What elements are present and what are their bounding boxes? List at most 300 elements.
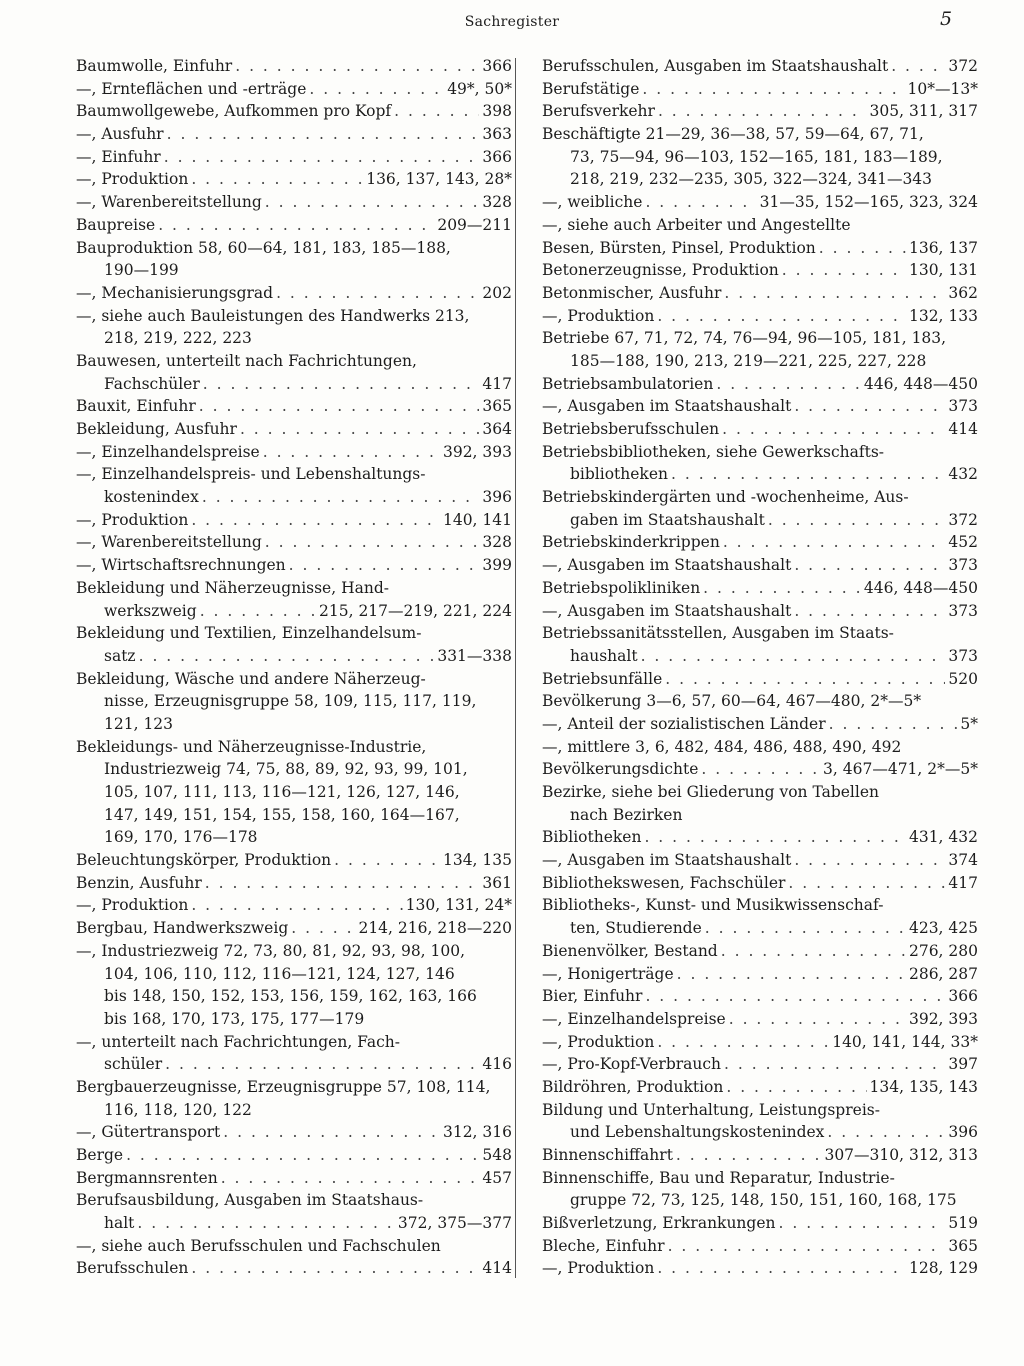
entry-page-numbers: 5* (960, 714, 978, 733)
entry-page-numbers: 136, 137, 143, 28* (366, 170, 512, 189)
dot-leader (158, 214, 434, 237)
index-entry (76, 350, 512, 395)
index-entry (542, 690, 978, 713)
index-entry (542, 894, 978, 939)
entry-line (542, 123, 978, 146)
dot-leader (235, 55, 479, 78)
entry-text: und Lebenshaltungskostenindex (570, 1123, 825, 1142)
entry-page-numbers: 373 (948, 397, 978, 416)
entry-text: Betriebspolikliniken (542, 578, 701, 597)
dot-leader (794, 554, 945, 577)
index-entry (76, 736, 512, 849)
dot-leader (703, 577, 861, 600)
entry-line (542, 781, 978, 804)
entry-line (76, 1144, 512, 1167)
entry-page-numbers: 548 (482, 1146, 512, 1164)
dot-leader (827, 1121, 945, 1144)
entry-text: —, Industriezweig 72, 73, 80, 81, 92, 93, 98, 100, (76, 941, 466, 960)
entry-line (542, 736, 978, 759)
entry-page-numbers: 414 (482, 1259, 512, 1278)
entry-line (542, 395, 978, 418)
entry-line (542, 622, 978, 645)
entry-text: gaben im Staatshaushalt (570, 510, 765, 529)
entry-line (542, 282, 978, 305)
entry-text: Bildröhren, Produktion (542, 1077, 724, 1096)
index-entry (542, 441, 978, 486)
entry-text: Betonerzeugnisse, Produktion (542, 261, 779, 280)
entry-line (542, 940, 978, 963)
entry-line (76, 509, 512, 532)
index-entry (76, 1144, 512, 1167)
entry-text: 218, 219, 222, 223 (104, 329, 252, 348)
entry-text: Berufsschulen, Ausgaben im Staatshaushalt (542, 57, 889, 75)
dot-leader (276, 282, 479, 305)
entry-text: Bekleidung, Ausfuhr (76, 420, 237, 438)
index-entry (542, 985, 978, 1008)
entry-line (76, 577, 512, 600)
entry-line (76, 1076, 512, 1099)
dot-leader (139, 645, 435, 668)
dot-leader (334, 849, 440, 872)
dot-leader (205, 872, 480, 895)
dot-leader (265, 191, 480, 214)
entry-page-numbers: 276, 280 (908, 941, 978, 960)
entry-line (542, 690, 978, 713)
entry-text: satz (104, 646, 136, 665)
entry-line (542, 1144, 978, 1167)
index-entry (542, 577, 978, 600)
index-entry (76, 1031, 512, 1076)
dot-leader (191, 1257, 479, 1280)
entry-text: —, Ausfuhr (76, 125, 164, 144)
entry-line (542, 1212, 978, 1235)
entry-text: Berufsverkehr (542, 102, 655, 121)
entry-continuation-line (76, 781, 512, 804)
entry-text: Baumwollgewebe, Aufkommen pro Kopf (76, 102, 392, 121)
dot-leader (191, 168, 363, 191)
entry-page-numbers: 134, 135, 143 (869, 1077, 978, 1096)
index-entry (76, 214, 512, 237)
index-entry (542, 600, 978, 623)
page-number: 5 (940, 8, 953, 30)
entry-page-numbers: 423, 425 (908, 919, 978, 938)
entry-page-numbers: 202 (482, 283, 512, 302)
entry-line (542, 486, 978, 509)
entry-text: haushalt (570, 646, 638, 665)
index-entry (542, 531, 978, 554)
entry-page-numbers: 414 (948, 420, 978, 438)
entry-text: Binnenschiffahrt (542, 1146, 673, 1164)
dot-leader (199, 395, 480, 418)
entry-text: —, Ausgaben im Staatshaushalt (542, 397, 792, 416)
dot-leader (721, 940, 906, 963)
entry-line (542, 758, 978, 781)
index-entry (542, 1212, 978, 1235)
entry-continuation-line (76, 259, 512, 282)
entry-text: —, unterteilt nach Fachrichtungen, Fach- (76, 1032, 401, 1051)
index-entry (542, 123, 978, 191)
dot-leader (167, 123, 480, 146)
entry-text: Bekleidung und Näherzeugnisse, Hand- (76, 578, 389, 597)
entry-line (542, 191, 978, 214)
dot-leader (794, 849, 945, 872)
dot-leader (641, 645, 946, 668)
entry-text: Baumwolle, Einfuhr (76, 57, 233, 75)
entry-text: werkszweig (104, 601, 197, 620)
dot-leader (657, 1031, 829, 1054)
entry-text: Betriebsberufsschulen (542, 420, 720, 438)
entry-text: —, Einzelhandelspreise (542, 1009, 726, 1028)
page-header-title: Sachregister (464, 14, 560, 30)
entry-line (76, 214, 512, 237)
dot-leader (394, 100, 479, 123)
entry-line (76, 736, 512, 759)
entry-text: —, Einzelhandelspreis- und Lebenshaltungs- (76, 465, 426, 484)
entry-line (76, 305, 512, 328)
entry-page-numbers: 10*—13* (907, 79, 978, 98)
dot-leader (724, 1053, 945, 1076)
index-entry (542, 758, 978, 781)
entry-line (542, 1031, 978, 1054)
entry-text: bis 148, 150, 152, 153, 156, 159, 162, 163, 166 (104, 987, 477, 1006)
dot-leader (722, 418, 945, 441)
entry-text: Bißverletzung, Erkrankungen (542, 1214, 776, 1233)
index-entry (542, 736, 978, 759)
entry-page-numbers: 362 (948, 283, 978, 302)
entry-text: 121, 123 (104, 714, 174, 733)
entry-text: Bibliotheken (542, 828, 642, 847)
dot-leader (788, 872, 945, 895)
entry-page-numbers: 134, 135 (442, 851, 512, 870)
entry-text: Betriebssanitätsstellen, Ausgaben im Staats- (542, 624, 894, 643)
entry-text: Bier, Einfuhr (542, 987, 643, 1006)
index-entry (76, 1167, 512, 1190)
entry-line (76, 168, 512, 191)
entry-page-numbers: 417 (948, 873, 978, 892)
entry-page-numbers: 372 (948, 510, 978, 529)
index-entry (76, 463, 512, 508)
entry-text: 185—188, 190, 213, 219—221, 225, 227, 228 (570, 351, 927, 370)
entry-text: Bergmannsrenten (76, 1168, 218, 1187)
entry-page-numbers: 49*, 50* (447, 79, 512, 98)
index-entry (542, 1008, 978, 1031)
entry-page-numbers: 312, 316 (442, 1123, 512, 1142)
entry-continuation-line (542, 463, 978, 486)
dot-leader (165, 1053, 479, 1076)
entry-page-numbers: 363 (482, 125, 512, 144)
entry-continuation-line (76, 373, 512, 396)
entry-line (542, 713, 978, 736)
index-entry (76, 1235, 512, 1258)
entry-line (542, 826, 978, 849)
entry-continuation-line (542, 146, 978, 169)
index-entry (542, 963, 978, 986)
entry-text: Bekleidung und Textilien, Einzelhandelsum- (76, 624, 422, 643)
entry-text: halt (104, 1214, 135, 1233)
entry-line (76, 1235, 512, 1258)
dot-leader (729, 1008, 906, 1031)
index-entry (76, 554, 512, 577)
index-entry (542, 1144, 978, 1167)
entry-page-numbers: 373 (948, 601, 978, 620)
dot-leader (794, 395, 945, 418)
entry-page-numbers: 417 (482, 374, 512, 393)
entry-text: Benzin, Ausfuhr (76, 873, 202, 892)
entry-text: —, Gütertransport (76, 1123, 221, 1142)
entry-text: Bekleidung, Wäsche und andere Näherzeug- (76, 669, 426, 688)
entry-text: —, mittlere 3, 6, 482, 484, 486, 488, 490, 492 (542, 737, 902, 756)
entry-line (542, 849, 978, 872)
dot-leader (794, 600, 945, 623)
entry-text: —, siehe auch Berufsschulen und Fachschulen (76, 1236, 441, 1255)
entry-line (542, 418, 978, 441)
index-entry (76, 872, 512, 895)
entry-continuation-line (542, 917, 978, 940)
entry-page-numbers: 128, 129 (908, 1259, 978, 1278)
index-entry (542, 305, 978, 328)
entry-text: nach Bezirken (570, 805, 683, 824)
index-entry (76, 395, 512, 418)
index-entry (76, 1076, 512, 1121)
index-entry (76, 100, 512, 123)
dot-leader (701, 758, 820, 781)
entry-line (542, 985, 978, 1008)
entry-text: Binnenschiffe, Bau und Reparatur, Industrie- (542, 1168, 895, 1187)
entry-line (76, 395, 512, 418)
dot-leader (645, 985, 945, 1008)
entry-text: 169, 170, 176—178 (104, 828, 258, 847)
dot-leader (668, 1235, 946, 1258)
entry-page-numbers: 396 (482, 488, 512, 507)
entry-line (76, 146, 512, 169)
dot-leader (768, 509, 946, 532)
entry-text: schüler (104, 1055, 163, 1074)
entry-text: ten, Studierende (570, 919, 702, 938)
entry-continuation-line (76, 600, 512, 623)
dot-leader (726, 1076, 866, 1099)
entry-text: —, Produktion (76, 170, 189, 189)
entry-text: bis 168, 170, 173, 175, 177—179 (104, 1009, 365, 1028)
entry-continuation-line (542, 168, 978, 191)
index-column-right (542, 55, 978, 1280)
entry-text: 147, 149, 151, 154, 155, 158, 160, 164—167, (104, 805, 460, 824)
entry-line (542, 259, 978, 282)
entry-text: Betriebsunfälle (542, 669, 663, 688)
dot-leader (191, 509, 440, 532)
entry-text: Bibliotheks-, Kunst- und Musikwissenschaf- (542, 896, 884, 915)
entry-page-numbers: 3, 467—471, 2*—5* (823, 760, 978, 779)
entry-line (76, 917, 512, 940)
dot-leader (200, 600, 316, 623)
entry-line (542, 305, 978, 328)
entry-page-numbers: 31—35, 152—165, 323, 324 (759, 193, 978, 212)
dot-leader (126, 1144, 479, 1167)
index-entry (542, 1099, 978, 1144)
dot-leader (289, 554, 480, 577)
entry-line (76, 282, 512, 305)
entry-text: Baupreise (76, 215, 156, 234)
entry-text: Bevölkerungsdichte (542, 760, 699, 779)
index-entry (542, 214, 978, 237)
entry-continuation-line (76, 690, 512, 713)
entry-line (76, 78, 512, 101)
index-entry (542, 872, 978, 895)
entry-line (542, 1076, 978, 1099)
dot-leader (164, 146, 480, 169)
dot-leader (309, 78, 444, 101)
dot-leader (782, 259, 906, 282)
entry-page-numbers: 365 (482, 397, 512, 416)
entry-text: Bauproduktion 58, 60—64, 181, 183, 185—188, (76, 238, 451, 257)
entry-continuation-line (76, 1008, 512, 1031)
index-entry (542, 554, 978, 577)
entry-page-numbers: 397 (948, 1055, 978, 1074)
entry-page-numbers: 457 (482, 1168, 512, 1187)
entry-line (76, 1189, 512, 1212)
entry-page-numbers: 215, 217—219, 221, 224 (319, 601, 512, 620)
entry-page-numbers: 372, 375—377 (397, 1214, 512, 1233)
entry-line (542, 78, 978, 101)
dot-leader (203, 373, 480, 396)
entry-page-numbers: 446, 448—450 (863, 374, 978, 393)
entry-line (76, 237, 512, 260)
entry-line (542, 554, 978, 577)
entry-text: —, Ausgaben im Staatshaushalt (542, 601, 792, 620)
index-entry (542, 1235, 978, 1258)
entry-text: Berufsausbildung, Ausgaben im Staatshaus- (76, 1191, 424, 1210)
entry-line (542, 100, 978, 123)
index-entry (76, 123, 512, 146)
entry-text: Betriebskinderkrippen (542, 533, 720, 552)
index-entry (76, 55, 512, 78)
entry-line (542, 894, 978, 917)
entry-page-numbers: 396 (948, 1123, 978, 1142)
entry-text: —, Wirtschaftsrechnungen (76, 556, 286, 575)
entry-page-numbers: 214, 216, 218—220 (358, 919, 512, 938)
entry-text: Industriezweig 74, 75, 88, 89, 92, 93, 99, 101, (104, 760, 468, 779)
entry-line (542, 1167, 978, 1190)
entry-text: Fachschüler (104, 374, 200, 393)
index-entry (76, 894, 512, 917)
entry-text: —, Warenbereitstellung (76, 533, 262, 552)
entry-continuation-line (76, 985, 512, 1008)
entry-continuation-line (76, 645, 512, 668)
entry-line (76, 463, 512, 486)
entry-page-numbers: 431, 432 (908, 828, 978, 847)
index-entry (76, 282, 512, 305)
entry-text: Betonmischer, Ausfuhr (542, 283, 722, 302)
entry-page-numbers: 416 (482, 1055, 512, 1074)
index-entry (76, 917, 512, 940)
entry-page-numbers: 286, 287 (908, 964, 978, 983)
entry-page-numbers: 374 (948, 851, 978, 870)
dot-leader (657, 305, 906, 328)
entry-continuation-line (76, 713, 512, 736)
entry-text: 104, 106, 110, 112, 116—121, 124, 127, 146 (104, 964, 455, 983)
entry-line (542, 237, 978, 260)
index-entry (542, 826, 978, 849)
index-entry (542, 78, 978, 101)
column-divider (515, 58, 516, 1278)
entry-text: Berge (76, 1146, 124, 1164)
index-entry (76, 531, 512, 554)
entry-text: 218, 219, 232—235, 305, 322—324, 341—343 (570, 170, 933, 189)
entry-text: Betriebsbibliotheken, siehe Gewerkschafts- (542, 442, 885, 461)
dot-leader (819, 237, 906, 260)
entry-page-numbers: 432 (948, 465, 978, 484)
entry-text: —, Pro-Kopf-Verbrauch (542, 1055, 722, 1074)
index-entry (76, 237, 512, 282)
entry-page-numbers: 361 (482, 873, 512, 892)
index-entry (542, 713, 978, 736)
entry-continuation-line (76, 758, 512, 781)
dot-leader (658, 100, 867, 123)
entry-text: —, Honigerträge (542, 964, 674, 983)
entry-line (542, 1008, 978, 1031)
entry-continuation-line (542, 509, 978, 532)
index-entry (542, 55, 978, 78)
entry-continuation-line (76, 1099, 512, 1122)
entry-continuation-line (542, 1189, 978, 1212)
entry-line (542, 55, 978, 78)
dot-leader (657, 1257, 906, 1280)
dot-leader (723, 531, 946, 554)
index-entry (542, 259, 978, 282)
entry-continuation-line (76, 1053, 512, 1076)
entry-continuation-line (76, 486, 512, 509)
entry-line (542, 327, 978, 350)
entry-line (542, 668, 978, 691)
index-entry (542, 668, 978, 691)
entry-page-numbers: 130, 131, 24* (405, 896, 512, 915)
dot-leader (705, 917, 906, 940)
index-entry (542, 282, 978, 305)
index-entry (76, 191, 512, 214)
entry-text: Bekleidungs- und Näherzeugnisse-Industrie, (76, 737, 427, 756)
entry-text: —, Einzelhandelspreise (76, 442, 260, 461)
entry-text: Bauwesen, unterteilt nach Fachrichtungen, (76, 351, 417, 370)
entry-page-numbers: 399 (482, 556, 512, 575)
entry-text: Bildung und Unterhaltung, Leistungspreis- (542, 1100, 880, 1119)
entry-line (76, 554, 512, 577)
entry-text: Bibliothekswesen, Fachschüler (542, 873, 786, 892)
entry-page-numbers: 366 (948, 987, 978, 1006)
entry-page-numbers: 328 (482, 193, 512, 212)
entry-text: —, Einfuhr (76, 147, 161, 166)
dot-leader (724, 282, 945, 305)
entry-line (542, 1235, 978, 1258)
entry-text: Berufsschulen (76, 1259, 189, 1278)
index-entry (542, 191, 978, 214)
entry-page-numbers: 364 (482, 420, 512, 438)
index-entry (76, 509, 512, 532)
entry-line (542, 373, 978, 396)
entry-text: —, Produktion (76, 896, 189, 915)
entry-text: Bevölkerung 3—6, 57, 60—64, 467—480, 2*—5* (542, 692, 922, 711)
entry-page-numbers: 392, 393 (908, 1009, 978, 1028)
entry-text: Bergbau, Handwerkszweig (76, 919, 289, 938)
dot-leader (240, 418, 479, 441)
index-entry (542, 849, 978, 872)
entry-page-numbers: 372 (948, 57, 978, 75)
dot-leader (291, 917, 355, 940)
entry-continuation-line (76, 1212, 512, 1235)
entry-text: —, siehe auch Bauleistungen des Handwerks 213, (76, 306, 470, 325)
entry-line (76, 1121, 512, 1144)
dot-leader (642, 78, 904, 101)
entry-continuation-line (542, 804, 978, 827)
entry-text: Betriebskindergärten und -wochenheime, Aus- (542, 488, 909, 507)
